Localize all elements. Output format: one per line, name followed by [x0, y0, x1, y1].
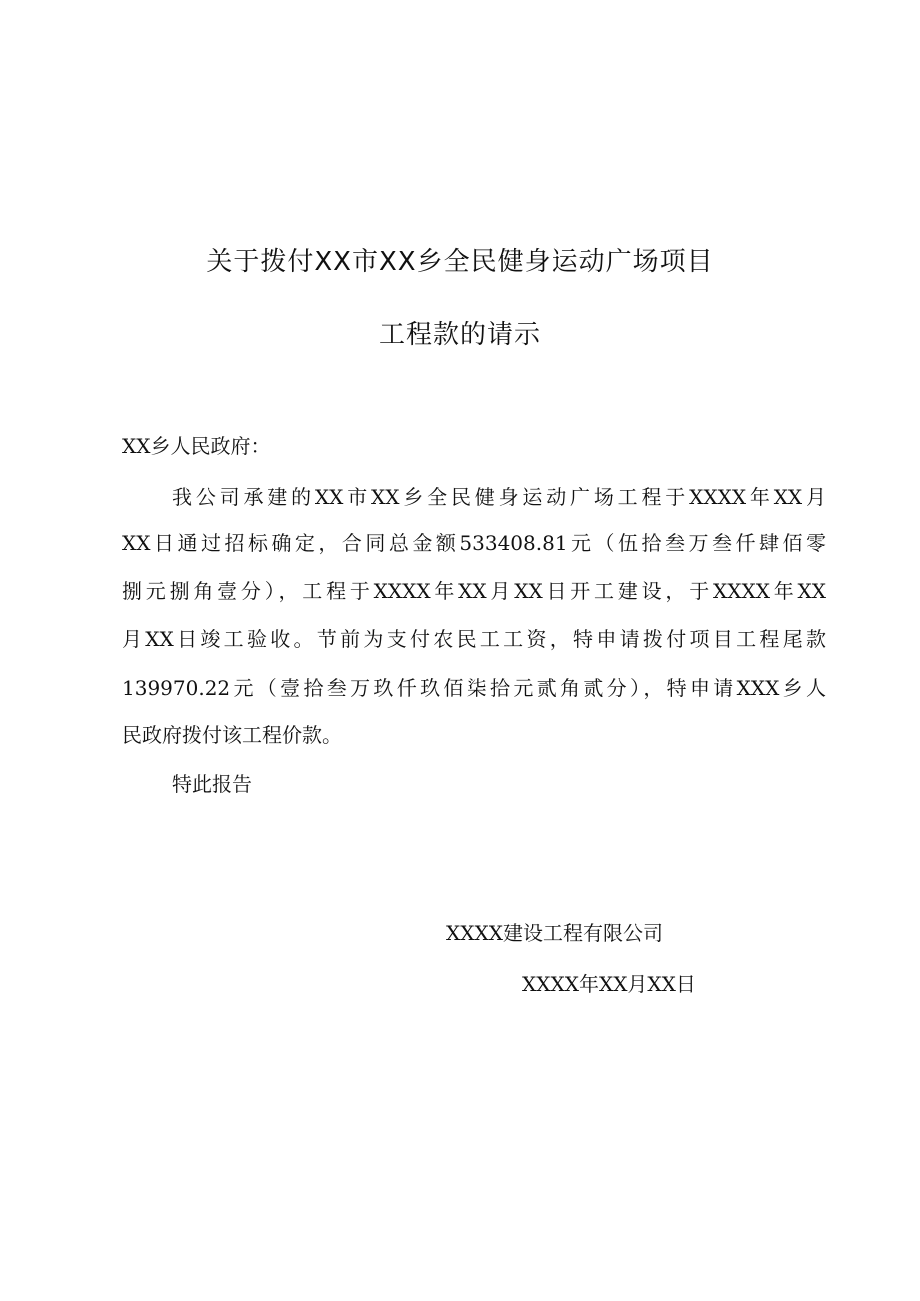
- signer-company: XXXX建设工程有限公司: [446, 921, 663, 945]
- body-line: 我公司承建的XX市XX乡全民健身运动广场工程于XXXX年XX月: [172, 485, 826, 509]
- body-line: 月XX日竣工验收。节前为支付农民工工资，特申请拨付项目工程尾款: [122, 627, 826, 651]
- signature-date: XXXX年XX月XX日: [522, 972, 696, 996]
- document-title-line-1: 关于拨付XX市XX乡全民健身运动广场项目: [206, 247, 714, 277]
- salutation: XX乡人民政府：: [122, 434, 271, 458]
- closing-remark: 特此报告: [172, 772, 252, 796]
- body-line: 捌元捌角壹分），工程于XXXX年XX月XX日开工建设，于XXXX年XX: [122, 579, 826, 603]
- body-line: XX日通过招标确定，合同总金额533408.81元（伍拾叁万叁仟肆佰零: [122, 531, 826, 555]
- document-title-line-2: 工程款的请示: [378, 320, 541, 350]
- body-line: 民政府拨付该工程价款。: [122, 723, 342, 747]
- body-line: 139970.22元（壹拾叁万玖仟玖佰柒拾元贰角贰分），特申请XXX乡人: [122, 676, 826, 700]
